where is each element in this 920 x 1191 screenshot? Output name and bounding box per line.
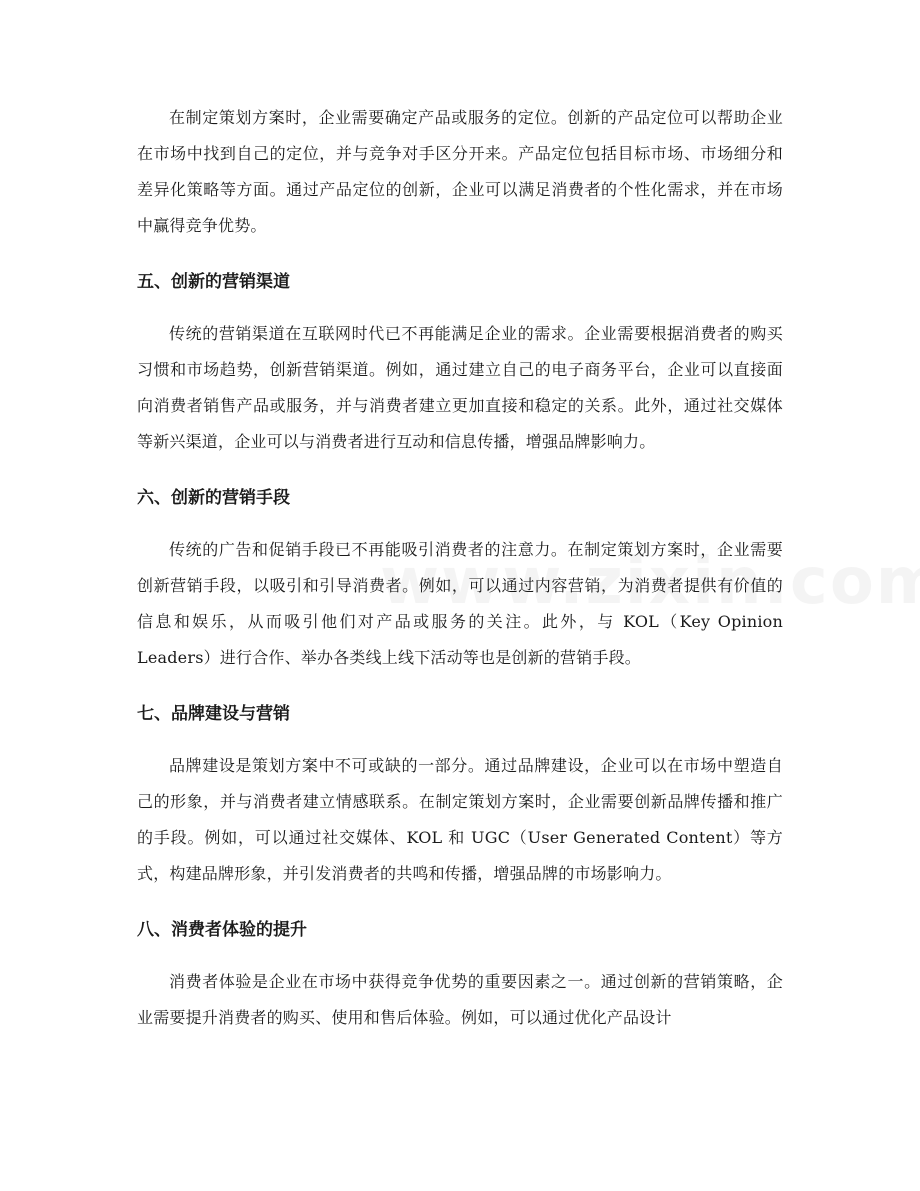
paragraph-marketing-methods: 传统的广告和促销手段已不再能吸引消费者的注意力。在制定策划方案时，企业需要创新营销手段，以吸引和引导消费者。例如，可以通过内容营销，为消费者提供有价值的信息和娱乐，从而吸引他们对产品或服务的关注。此外，与 KOL（Key Opinion Leaders）进行合作、举办各类线上线下活动等也是创新的营销手段。 (137, 540, 783, 667)
document-body (137, 100, 783, 1036)
paragraph-marketing-channels: 传统的营销渠道在互联网时代已不再能满足企业的需求。企业需要根据消费者的购买习惯和市场趋势，创新营销渠道。例如，通过建立自己的电子商务平台，企业可以直接面向消费者销售产品或服务，并与消费者建立更加直接和稳定的关系。此外，通过社交媒体等新兴渠道，企业可以与消费者进行互动和信息传播，增强品牌影响力。 (137, 324, 783, 451)
section-heading-6: 六、创新的营销手段 (137, 488, 290, 508)
paragraph-brand-building: 品牌建设是策划方案中不可或缺的一部分。通过品牌建设，企业可以在市场中塑造自己的形象，并与消费者建立情感联系。在制定策划方案时，企业需要创新品牌传播和推广的手段。例如，可以通过社交媒体、KOL 和 UGC（User Generated Content）等方式，构建品牌形象，并引发消费者的共鸣和传播，增强品牌的市场影响力。 (137, 756, 783, 883)
paragraph-consumer-experience: 消费者体验是企业在市场中获得竞争优势的重要因素之一。通过创新的营销策略，企业需要提升消费者的购买、使用和售后体验。例如，可以通过优化产品设计 (137, 972, 783, 1027)
section-heading-5: 五、创新的营销渠道 (137, 272, 290, 292)
paragraph-product-positioning: 在制定策划方案时，企业需要确定产品或服务的定位。创新的产品定位可以帮助企业在市场中找到自己的定位，并与竞争对手区分开来。产品定位包括目标市场、市场细分和差异化策略等方面。通过产品定位的创新，企业可以满足消费者的个性化需求，并在市场中赢得竞争优势。 (137, 108, 783, 235)
section-heading-7: 七、品牌建设与营销 (137, 704, 290, 724)
section-heading-8: 八、消费者体验的提升 (137, 920, 307, 940)
